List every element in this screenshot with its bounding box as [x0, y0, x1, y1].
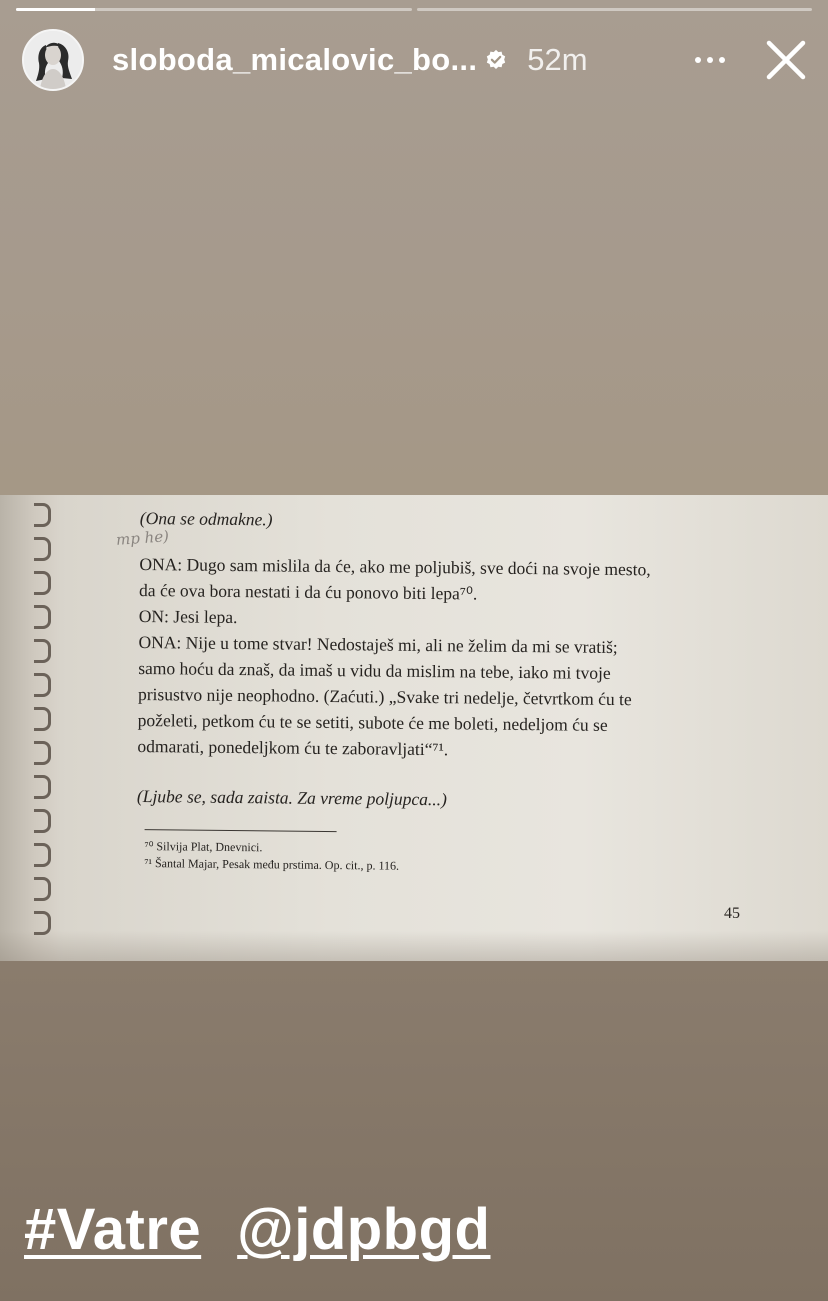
story-tags [24, 1196, 490, 1263]
story-progress-segment-current [16, 8, 412, 11]
binding-ring [34, 503, 51, 527]
binding-ring [34, 741, 51, 765]
binding-ring [34, 809, 51, 833]
progress-fill [16, 8, 95, 11]
spiral-binding [0, 495, 58, 961]
mention-sticker[interactable]: @jdpbgd [237, 1197, 491, 1262]
binding-ring [34, 639, 51, 663]
binding-ring [34, 605, 51, 629]
binding-ring [34, 775, 51, 799]
dialogue-line: ON: Jesi lepa. [138, 605, 238, 628]
footnote: ⁷¹ Šantal Majar, Pesak među prstima. Op. cit., p. 116. [144, 856, 400, 873]
binding-ring [34, 537, 51, 561]
avatar[interactable] [22, 29, 84, 91]
username[interactable]: sloboda_micalovic_bo... [112, 42, 478, 77]
story-progress-segment-next [417, 8, 813, 11]
binding-ring [34, 843, 51, 867]
more-options-icon[interactable] [692, 48, 728, 72]
binding-ring [34, 571, 51, 595]
binding-ring [34, 707, 51, 731]
story-photo [0, 495, 828, 961]
footnote: ⁷⁰ Silvija Plat, Dnevnici. [144, 839, 263, 855]
close-icon[interactable] [764, 38, 808, 82]
table-shadow [0, 931, 828, 961]
handwritten-note: mp he) [115, 527, 170, 549]
dialogue-line: prisustvo nije neophodno. (Zaćuti.) „Svake tri nedelje, četvrtkom ću te [137, 683, 632, 710]
hashtag-sticker[interactable]: #Vatre [24, 1197, 202, 1262]
page-number: 45 [724, 905, 740, 922]
dialogue-line: poželeti, petkom ću te se setiti, subote će me boleti, nedeljom ću se [137, 709, 608, 735]
binding-ring [34, 877, 51, 901]
stage-direction: (Ona se odmakne.) [139, 507, 273, 530]
stage-direction: (Ljube se, sada zaista. Za vreme poljupca...) [136, 785, 447, 810]
binding-ring [34, 673, 51, 697]
book-page-text [136, 505, 740, 878]
dialogue-line: da će ova bora nestati i da ću ponovo biti lepa⁷⁰. [139, 579, 478, 604]
dialogue-line: ONA: Nije u tome stvar! Nedostaješ mi, ali ne želim da mi se vratiš; [138, 631, 618, 658]
verified-badge-icon [485, 49, 507, 71]
story-progress-bar [16, 8, 812, 12]
story-header [22, 28, 812, 92]
dialogue-line: samo hoću da znaš, da imaš u vidu da mislim na tebe, iako mi tvoje [138, 657, 611, 683]
dialogue-line: ONA: Dugo sam mislila da će, ako me poljubiš, sve doći na svoje mesto, [139, 553, 651, 580]
avatar-photo-icon [24, 31, 82, 89]
post-time: 52m [527, 42, 588, 77]
dialogue-line: odmarati, ponedeljkom ću te zaboravljati“⁷¹. [137, 735, 449, 760]
footnote-divider [145, 829, 337, 832]
